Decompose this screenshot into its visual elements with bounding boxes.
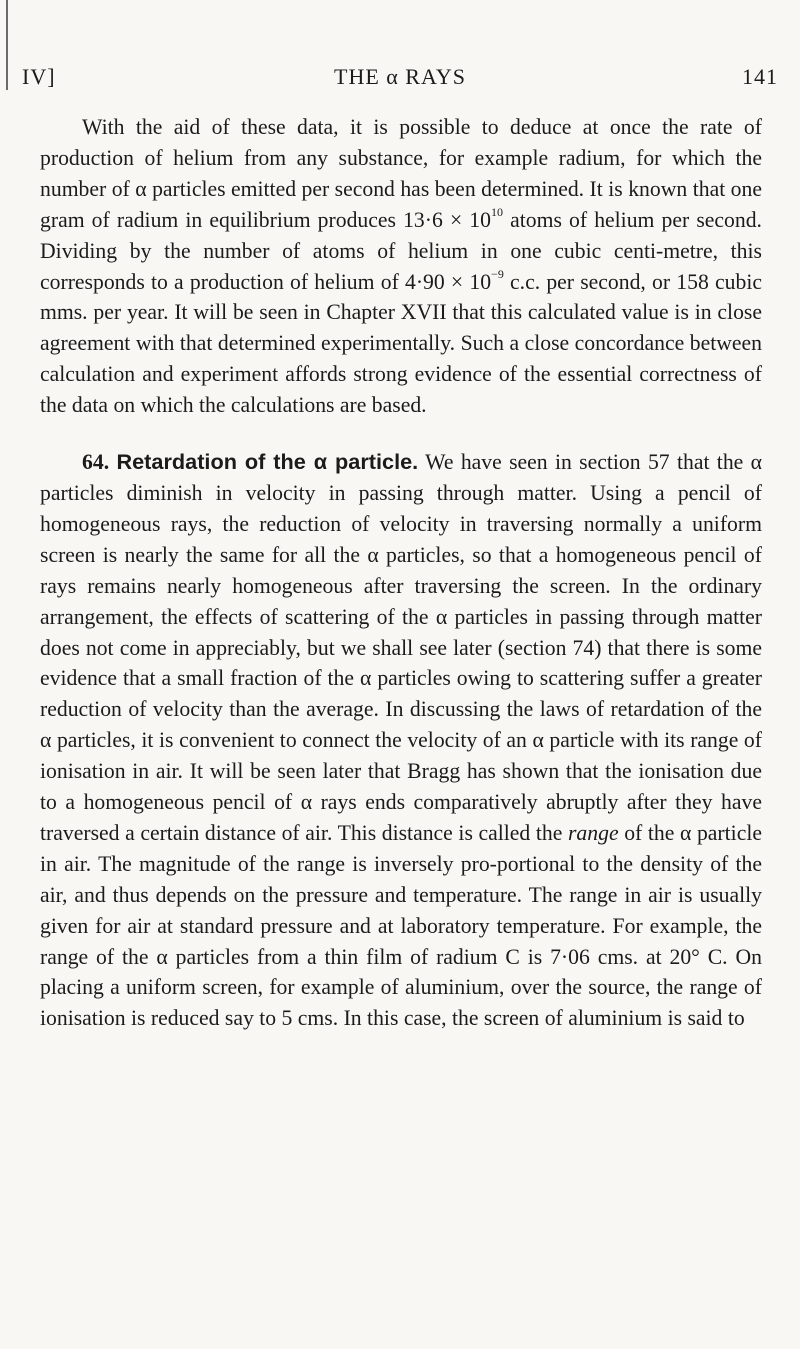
paragraph-retardation xyxy=(40,447,762,1034)
page-number: 141 xyxy=(742,64,778,89)
running-header xyxy=(0,58,800,98)
paragraph-text: c.c. per second, or 158 cubic mms. per year. It will be seen in Chapter XVII that this calculated value is in close agreement with that determined experimentally. Such a close concordance between calculation and experiment affords strong evidence of the essential correctness of the data on which the calculations are based. xyxy=(40,269,762,418)
chapter-marker: IV] xyxy=(22,64,56,89)
paragraph-text: With the aid of these data, it is possible to deduce at once the rate of production of helium from any substance, for example radium, for which the number of α particles emitted per second has been determined. It is known that one gram of radium in equilibrium produces 13·6 × 10 xyxy=(40,115,762,232)
section-number: 64. xyxy=(82,450,110,475)
superscript-exponent: −9 xyxy=(491,267,504,282)
running-title: THE α RAYS xyxy=(334,64,466,89)
paragraph-helium-production xyxy=(40,112,762,421)
paragraph-text: We have seen in section 57 that the α particles diminish in velocity in passing through matter. Using a pencil of homogeneous rays, the reduction of velocity in traversing normally a uniform screen is nearly the same for all the α particles, so that a homogeneous pencil of rays remains nearly homogeneous after traversing the screen. In the ordinary arrangement, the effects of scattering of the α particles in passing through matter does not come in appreciably, but we shall see later (section 74) that there is some evidence that a small fraction of the α particles owing to scattering suffer a greater reduction of velocity than the average. In discussing the laws of retardation of the α particles, it is convenient to connect the velocity of an α particle with its range of ionisation in air. It will be seen later that Bragg has shown that the ionisation due to a homogeneous pencil of α rays ends comparatively abruptly after they have traversed a certain distance of air. This distance is called the xyxy=(40,450,763,845)
section-heading: Retardation of the α particle. xyxy=(116,449,419,475)
body-text xyxy=(40,112,762,1034)
superscript-exponent: 10 xyxy=(490,205,503,220)
italic-term: range xyxy=(567,820,619,845)
paragraph-text: atoms of helium per second. Dividing by the number of atoms of helium in one cubic centi-metre, this corresponds to a production of helium of 4·90 × 10 xyxy=(40,207,762,294)
paragraph-text: of the α particle in air. The magnitude of the range is inversely pro-portional to the density of the air, and thus depends on the pressure and temperature. The range in air is usually given for air at standard pressure and at laboratory temperature. For example, the range of the α particles from a thin film of radium C is 7·06 cms. at 20° C. On placing a uniform screen, for example of aluminium, over the source, the range of ionisation is reduced say to 5 cms. In this case, the screen of aluminium is said to xyxy=(40,820,762,1031)
